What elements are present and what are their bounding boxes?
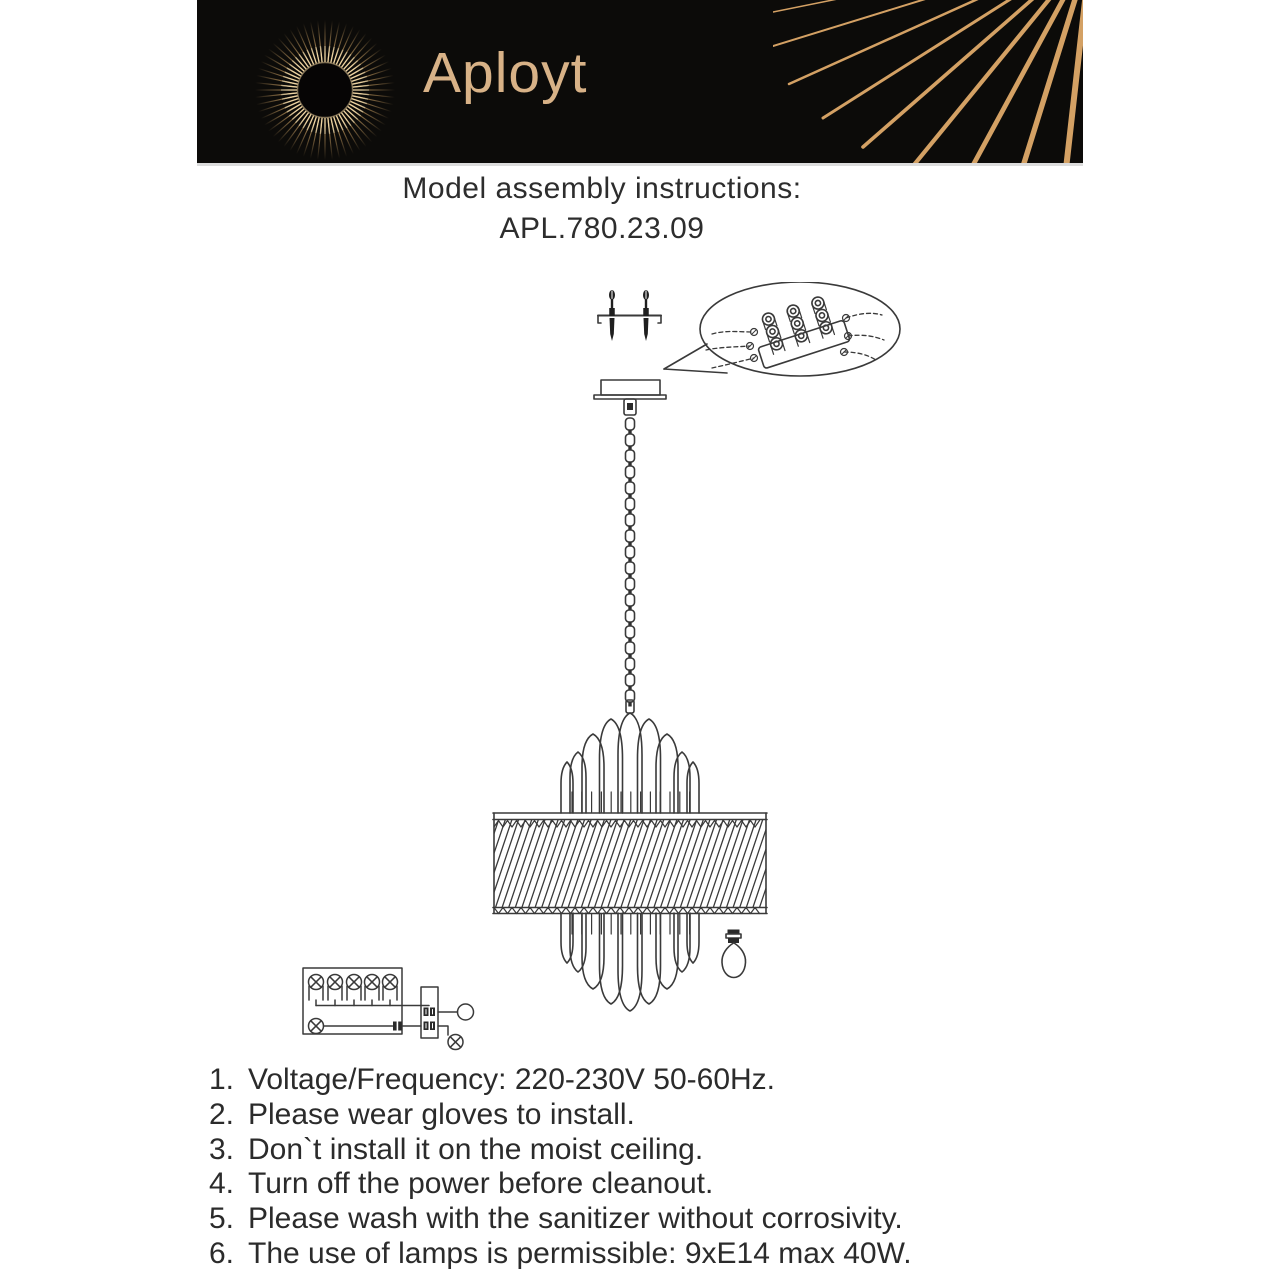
instruction-number: 1.	[209, 1063, 235, 1096]
instruction-number: 3.	[209, 1132, 235, 1166]
model-number: APL.780.23.09	[499, 212, 705, 245]
instruction-item	[209, 1133, 1169, 1168]
instruction-list	[209, 1063, 1169, 1272]
instruction-text: Please wash with the sanitizer without corrosivity.	[248, 1202, 903, 1236]
assembly-diagram	[280, 282, 940, 1072]
chandelier-lower-tier	[561, 913, 699, 1011]
title-block	[0, 172, 1204, 246]
instruction-item	[209, 1063, 1169, 1098]
terminal-block-detail-bubble	[664, 282, 900, 376]
chandelier-body	[462, 713, 815, 1011]
chandelier-crown	[561, 713, 699, 813]
terminal-block-sketch	[706, 291, 884, 368]
ceiling-canopy	[594, 380, 666, 415]
instruction-number: 4.	[209, 1167, 235, 1201]
instruction-text: Voltage/Frequency: 220-230V 50-60Hz.	[248, 1063, 776, 1096]
mounting-screws	[598, 290, 661, 341]
instruction-text: Please wear gloves to install.	[248, 1097, 635, 1131]
instruction-item	[209, 1202, 1169, 1237]
sunburst-fade	[245, 17, 405, 163]
instruction-item	[209, 1237, 1169, 1272]
instruction-number: 6.	[209, 1236, 235, 1270]
chandelier-drum	[462, 813, 815, 914]
instruction-text: Don`t install it on the moist ceiling.	[248, 1132, 704, 1166]
wiring-diagram	[303, 968, 474, 1050]
instruction-text: The use of lamps is permissible: 9xE14 max 40W.	[248, 1236, 912, 1270]
brand-header	[197, 0, 1083, 166]
instruction-text: Turn off the power before cleanout.	[248, 1167, 714, 1201]
page-title: Model assembly instructions:	[402, 172, 802, 205]
corner-rays-icon	[773, 0, 1083, 163]
e14-bulb-icon	[722, 930, 746, 978]
instruction-number: 5.	[209, 1202, 235, 1236]
instruction-item	[209, 1098, 1169, 1133]
instruction-item	[209, 1167, 1169, 1202]
hanging-chain	[626, 418, 635, 713]
instruction-number: 2.	[209, 1097, 235, 1131]
brand-name: Aployt	[423, 41, 588, 105]
